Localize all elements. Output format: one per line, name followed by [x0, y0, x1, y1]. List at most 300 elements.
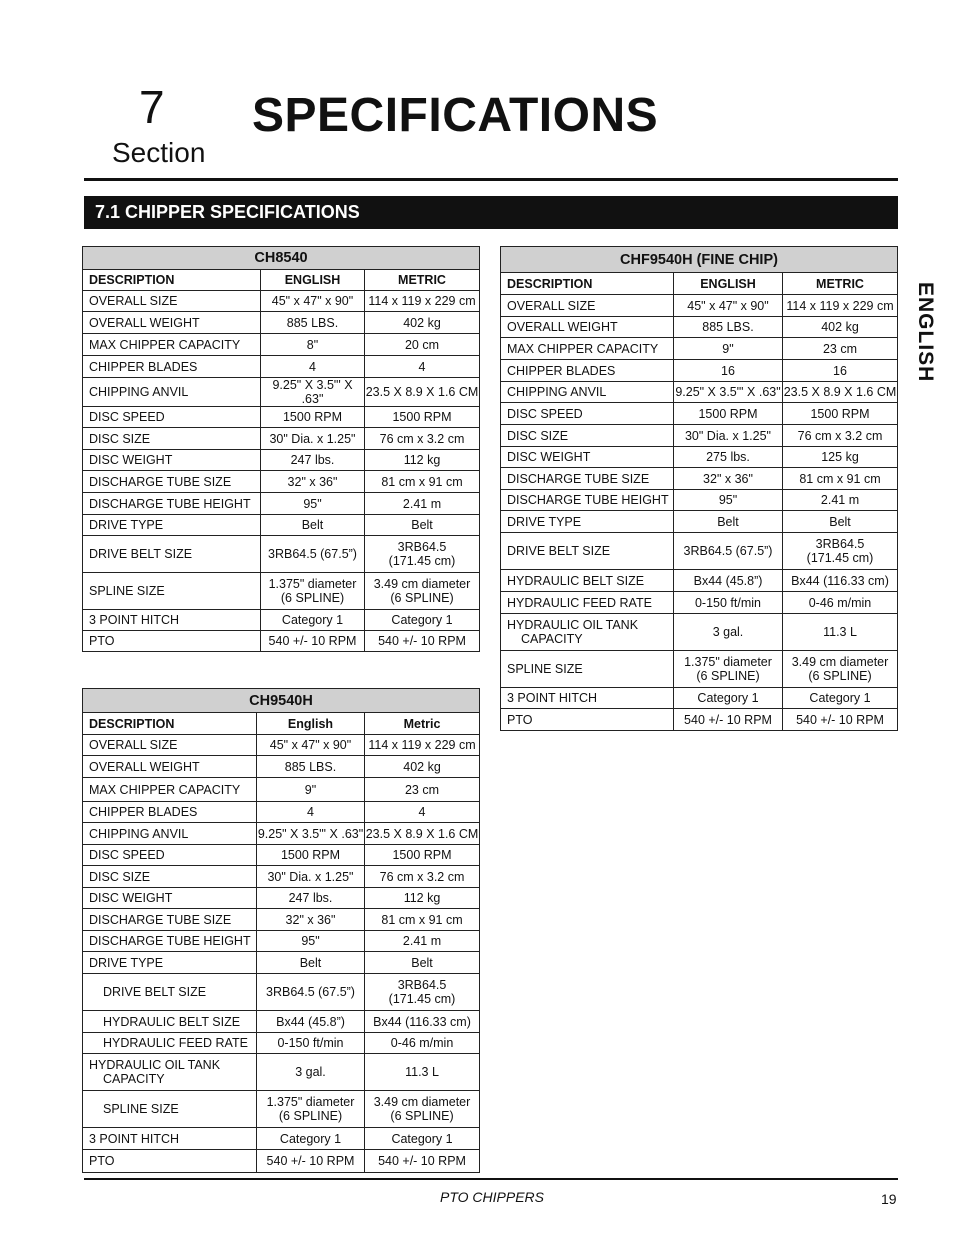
- spec-english-text: 30" Dia. x 1.25": [684, 428, 771, 443]
- spec-english: [257, 1033, 365, 1054]
- spec-english: [674, 338, 783, 360]
- spec-metric-text: 20 cm: [404, 337, 440, 352]
- spec-english: [674, 688, 783, 709]
- spec-metric-text: 4: [418, 359, 426, 374]
- spec-metric: [365, 1128, 480, 1150]
- table-row: [501, 490, 898, 511]
- section-word: Section: [112, 137, 206, 168]
- table-row: [83, 536, 480, 573]
- spec-description-text: SPLINE SIZE: [89, 584, 165, 598]
- spec-description-text: MAX CHIPPER CAPACITY: [89, 337, 241, 352]
- spec-metric: [365, 407, 480, 428]
- spec-metric: [783, 295, 898, 317]
- spec-description: [501, 338, 674, 360]
- spec-description: [501, 425, 674, 447]
- spec-english: [674, 709, 783, 731]
- spec-description: [83, 778, 257, 802]
- spec-description: [83, 291, 261, 312]
- spec-table-ch9540h: [82, 688, 480, 1173]
- column-header-text: METRIC: [816, 276, 864, 291]
- spec-metric-text: 3.49 cm diameter (6 SPLINE): [373, 1095, 471, 1123]
- table-row: [501, 511, 898, 533]
- spec-description: [83, 802, 257, 823]
- spec-table-ch8540: [82, 246, 480, 652]
- spec-metric-text: 540 +/- 10 RPM: [378, 634, 466, 648]
- spec-english: [257, 1011, 365, 1033]
- spec-description-text: DISCHARGE TUBE SIZE: [89, 912, 232, 927]
- table-row: [83, 291, 480, 312]
- spec-english-text: 95": [303, 496, 322, 511]
- spec-description-text: DISC SIZE: [89, 431, 151, 446]
- spec-description: [501, 511, 674, 533]
- spec-english-text: Bx44 (45.8”): [693, 573, 763, 588]
- spec-english-text: 1500 RPM: [280, 848, 341, 862]
- spec-description: [83, 334, 261, 356]
- spec-metric: [783, 709, 898, 731]
- spec-metric: [365, 471, 480, 493]
- spec-english-text: 16: [721, 363, 735, 378]
- spec-metric-text: Category 1: [391, 613, 453, 627]
- spec-english-text: 540 +/- 10 RPM: [684, 712, 772, 727]
- column-header: [365, 713, 480, 735]
- table-row: [83, 974, 480, 1011]
- spec-description-text: DISC SPEED: [507, 406, 583, 421]
- table-row: [83, 428, 480, 450]
- spec-metric: [365, 334, 480, 356]
- spec-english-text: 1.375" diameter (6 SPLINE): [266, 1095, 355, 1123]
- spec-english: [674, 511, 783, 533]
- spec-metric-text: 23.5 X 8.9 X 1.6 CM: [365, 385, 479, 399]
- spec-english-text: 45" x 47" x 90": [269, 738, 352, 752]
- spec-metric-text: 402 kg: [403, 315, 441, 330]
- table-row: [83, 802, 480, 823]
- table-row: [83, 356, 480, 378]
- spec-metric-text: 125 kg: [821, 450, 859, 464]
- spec-english: [261, 515, 365, 536]
- spec-metric-text: 3RB64.5 (171.45 cm): [388, 978, 456, 1006]
- spec-english-text: 32" x 36": [285, 912, 336, 927]
- column-header: [674, 273, 783, 295]
- spec-english-text: 9.25" X 3.5"' X .63": [272, 378, 353, 406]
- spec-english: [257, 1091, 365, 1128]
- spec-metric-text: 1500 RPM: [810, 406, 870, 421]
- spec-metric: [783, 614, 898, 651]
- spec-metric: [365, 952, 480, 974]
- spec-metric: [365, 450, 480, 471]
- page-number: 19: [881, 1191, 897, 1207]
- spec-english: [257, 931, 365, 952]
- spec-metric: [365, 536, 480, 573]
- spec-metric-text: 112 kg: [403, 453, 441, 467]
- spec-english: [257, 909, 365, 931]
- spec-metric: [783, 651, 898, 688]
- spec-description: [83, 866, 257, 888]
- spec-english-text: 1.375" diameter (6 SPLINE): [268, 577, 357, 605]
- spec-description-text: 3 POINT HITCH: [89, 1131, 180, 1146]
- spec-metric: [365, 428, 480, 450]
- spec-metric: [365, 802, 480, 823]
- spec-metric-text: Belt: [411, 518, 433, 532]
- spec-english: [261, 631, 365, 652]
- spec-metric-text: 81 cm x 91 cm: [381, 474, 463, 489]
- spec-description-text: DISC SIZE: [89, 869, 151, 884]
- spec-english-text: 1500 RPM: [282, 410, 343, 424]
- table-row: [83, 493, 480, 515]
- spec-english: [257, 778, 365, 802]
- spec-english-text: 885 LBS.: [286, 315, 339, 330]
- column-header: [365, 270, 480, 291]
- spec-metric: [783, 511, 898, 533]
- spec-english-text: Category 1: [697, 691, 759, 705]
- spec-description: [83, 493, 261, 515]
- spec-english-text: Category 1: [281, 613, 344, 627]
- table-row: [501, 614, 898, 651]
- spec-description: [501, 317, 674, 338]
- spec-english: [261, 450, 365, 471]
- spec-description: [83, 471, 261, 493]
- spec-description: [501, 533, 674, 570]
- spec-metric-text: 0-46 m/min: [808, 595, 872, 610]
- spec-description-text: DISC SPEED: [89, 848, 165, 862]
- spec-english-text: 95": [301, 934, 320, 948]
- spec-metric: [365, 845, 480, 866]
- spec-english-text: 275 lbs.: [706, 450, 750, 464]
- table-row: [501, 360, 898, 382]
- table-row: [501, 651, 898, 688]
- spec-metric: [365, 823, 480, 845]
- spec-english: [261, 312, 365, 334]
- spec-description: [501, 592, 674, 614]
- spec-description-text: DRIVE BELT SIZE: [507, 544, 611, 558]
- spec-english: [257, 845, 365, 866]
- spec-metric: [365, 1091, 480, 1128]
- spec-english-text: 0-150 ft/min: [694, 595, 761, 610]
- table-row: [501, 468, 898, 490]
- spec-english: [674, 490, 783, 511]
- spec-metric: [365, 1150, 480, 1173]
- spec-metric-text: 76 cm x 3.2 cm: [379, 431, 465, 446]
- spec-english: [674, 533, 783, 570]
- spec-english-text: Belt: [301, 518, 324, 532]
- table-row: [83, 845, 480, 866]
- spec-english-text: 9": [722, 341, 734, 356]
- spec-metric-text: 23.5 X 8.9 X 1.6 CM: [783, 385, 897, 399]
- spec-english: [261, 493, 365, 515]
- spec-english-text: 3RB64.5 (67.5”): [683, 544, 773, 558]
- table-row: [83, 1054, 480, 1091]
- table-row: [83, 515, 480, 536]
- subsection-bar: 7.1 CHIPPER SPECIFICATIONS: [84, 196, 898, 229]
- table-row: [83, 1128, 480, 1150]
- spec-metric: [783, 592, 898, 614]
- spec-english-text: 1500 RPM: [698, 406, 758, 421]
- spec-description-text: DISC WEIGHT: [89, 891, 173, 905]
- spec-description-text: SPLINE SIZE: [507, 662, 583, 676]
- spec-description-text: HYDRAULIC OIL TANK CAPACITY: [507, 618, 639, 646]
- spec-english: [674, 447, 783, 468]
- spec-description-text: CHIPPING ANVIL: [89, 826, 189, 841]
- top-rule: [84, 178, 898, 181]
- table-row: [83, 471, 480, 493]
- table-row: [83, 778, 480, 802]
- spec-description-text: SPLINE SIZE: [103, 1102, 179, 1116]
- spec-english: [257, 735, 365, 756]
- spec-description: [501, 295, 674, 317]
- spec-description: [501, 468, 674, 490]
- spec-metric: [365, 378, 480, 407]
- spec-description-text: CHIPPING ANVIL: [507, 385, 607, 399]
- spec-description-text: DRIVE TYPE: [507, 514, 582, 529]
- spec-metric-text: 2.41 m: [402, 496, 442, 511]
- spec-description-text: CHIPPER BLADES: [89, 805, 198, 819]
- spec-description-text: HYDRAULIC OIL TANK CAPACITY: [89, 1058, 221, 1086]
- spec-description-text: CHIPPING ANVIL: [89, 385, 189, 399]
- spec-description-text: HYDRAULIC FEED RATE: [103, 1036, 248, 1050]
- spec-description: [83, 845, 257, 866]
- spec-english: [674, 468, 783, 490]
- spec-metric-text: 11.3 L: [823, 625, 857, 639]
- spec-metric: [365, 515, 480, 536]
- spec-metric-text: 402 kg: [403, 759, 441, 774]
- column-header-text: Metric: [403, 716, 441, 731]
- spec-description: [83, 756, 257, 778]
- table-row: [83, 378, 480, 407]
- spec-english: [257, 952, 365, 974]
- spec-metric-text: 3.49 cm diameter (6 SPLINE): [373, 577, 471, 605]
- spec-english-text: 0-150 ft/min: [277, 1036, 344, 1050]
- spec-english: [257, 1054, 365, 1091]
- table-header-row: [83, 713, 480, 735]
- spec-description: [83, 573, 261, 610]
- table-row: [501, 382, 898, 403]
- table-row: [501, 403, 898, 425]
- table-row: [83, 312, 480, 334]
- column-header: [83, 713, 257, 735]
- table-header-row: [501, 273, 898, 295]
- spec-metric: [365, 1033, 480, 1054]
- spec-description-text: OVERALL SIZE: [507, 298, 596, 313]
- spec-description: [501, 490, 674, 511]
- spec-english: [261, 610, 365, 631]
- spec-english: [257, 974, 365, 1011]
- spec-metric-text: 81 cm x 91 cm: [381, 912, 463, 927]
- spec-metric-text: 23 cm: [404, 782, 440, 797]
- spec-english-text: 3 gal.: [295, 1065, 326, 1079]
- spec-metric: [783, 570, 898, 592]
- spec-description: [83, 610, 261, 631]
- spec-description: [83, 952, 257, 974]
- table-row: [83, 888, 480, 909]
- spec-description: [83, 974, 257, 1011]
- table-row: [83, 610, 480, 631]
- spec-metric-text: Belt: [829, 514, 851, 529]
- spec-description: [83, 735, 257, 756]
- spec-metric-text: 16: [833, 363, 847, 378]
- table-row: [83, 756, 480, 778]
- spec-metric-text: 402 kg: [821, 320, 859, 334]
- spec-english: [674, 425, 783, 447]
- spec-english: [257, 1128, 365, 1150]
- spec-description: [83, 356, 261, 378]
- spec-description: [83, 1054, 257, 1091]
- spec-metric: [365, 778, 480, 802]
- spec-metric-text: 112 kg: [403, 891, 441, 905]
- spec-description: [501, 360, 674, 382]
- spec-metric-text: Bx44 (116.33 cm): [791, 573, 889, 588]
- table-row: [83, 1091, 480, 1128]
- spec-english: [257, 866, 365, 888]
- spec-description-text: PTO: [507, 712, 533, 727]
- spec-english-text: 9.25" X 3.5"' X .63": [257, 826, 364, 841]
- table-caption: CH8540: [83, 247, 480, 270]
- spec-metric: [783, 403, 898, 425]
- spec-description-text: 3 POINT HITCH: [507, 691, 598, 705]
- spec-description: [501, 651, 674, 688]
- spec-metric: [365, 1011, 480, 1033]
- spec-metric: [365, 312, 480, 334]
- spec-description-text: OVERALL WEIGHT: [507, 320, 618, 334]
- spec-english-text: 3RB64.5 (67.5”): [266, 985, 355, 999]
- spec-metric-text: Category 1: [391, 1131, 453, 1146]
- spec-english-text: 45" x 47" x 90": [271, 294, 354, 308]
- spec-metric-text: Bx44 (116.33 cm): [373, 1014, 471, 1029]
- spec-description-text: DISC WEIGHT: [507, 450, 591, 464]
- spec-description-text: OVERALL SIZE: [89, 294, 178, 308]
- spec-english: [674, 651, 783, 688]
- table-row: [83, 823, 480, 845]
- spec-description: [83, 1091, 257, 1128]
- column-header-text: DESCRIPTION: [89, 273, 175, 287]
- spec-metric-text: 3RB64.5 (171.45 cm): [806, 537, 874, 565]
- spec-description-text: DISC SPEED: [89, 410, 165, 424]
- column-header-text: DESCRIPTION: [507, 276, 593, 291]
- spec-english: [261, 428, 365, 450]
- table-row: [83, 1033, 480, 1054]
- column-header-text: English: [287, 716, 334, 731]
- spec-english-text: Belt: [717, 514, 739, 529]
- table-row: [83, 735, 480, 756]
- spec-english: [257, 756, 365, 778]
- spec-description-text: 3 POINT HITCH: [89, 613, 180, 627]
- spec-description: [83, 888, 257, 909]
- spec-english-text: Belt: [299, 955, 322, 970]
- table-row: [501, 592, 898, 614]
- spec-metric: [783, 382, 898, 403]
- spec-english: [261, 536, 365, 573]
- column-header: [783, 273, 898, 295]
- spec-english: [257, 823, 365, 845]
- spec-metric-text: 3.49 cm diameter (6 SPLINE): [791, 655, 889, 683]
- spec-description: [83, 931, 257, 952]
- bottom-rule: [84, 1178, 898, 1180]
- spec-description-text: MAX CHIPPER CAPACITY: [507, 341, 659, 356]
- table-row: [83, 866, 480, 888]
- table-row: [501, 317, 898, 338]
- spec-metric: [365, 735, 480, 756]
- spec-english: [257, 888, 365, 909]
- section-number: 7: [139, 81, 165, 133]
- spec-description: [501, 403, 674, 425]
- spec-metric-text: 23.5 X 8.9 X 1.6 CM: [365, 826, 479, 841]
- spec-metric: [365, 291, 480, 312]
- spec-description-text: DISC WEIGHT: [89, 453, 173, 467]
- spec-metric: [365, 1054, 480, 1091]
- spec-metric: [365, 866, 480, 888]
- spec-english: [261, 407, 365, 428]
- spec-description-text: HYDRAULIC FEED RATE: [507, 595, 652, 610]
- table-row: [501, 425, 898, 447]
- spec-english-text: 247 lbs.: [290, 453, 335, 467]
- spec-english-text: 9.25" X 3.5"' X .63": [675, 385, 781, 399]
- spec-english: [261, 334, 365, 356]
- spec-english: [261, 378, 365, 407]
- spec-english: [261, 291, 365, 312]
- table-row: [83, 931, 480, 952]
- spec-english-text: Bx44 (45.8”): [276, 1014, 345, 1029]
- spec-description-text: HYDRAULIC BELT SIZE: [507, 573, 645, 588]
- table-row: [83, 450, 480, 471]
- table-caption: CH9540H: [83, 689, 480, 713]
- spec-metric: [783, 360, 898, 382]
- spec-description: [501, 447, 674, 468]
- spec-description-text: DISCHARGE TUBE SIZE: [507, 471, 650, 486]
- spec-english: [674, 360, 783, 382]
- spec-description: [83, 536, 261, 573]
- column-header-text: ENGLISH: [700, 276, 756, 291]
- spec-description: [501, 382, 674, 403]
- spec-metric: [783, 533, 898, 570]
- spec-metric-text: Category 1: [809, 691, 871, 705]
- spec-metric: [365, 909, 480, 931]
- table-row: [83, 1011, 480, 1033]
- spec-metric: [783, 490, 898, 511]
- spec-metric: [365, 931, 480, 952]
- spec-description: [501, 614, 674, 651]
- spec-description-text: DRIVE BELT SIZE: [103, 985, 207, 999]
- spec-english-text: 1.375" diameter (6 SPLINE): [684, 655, 772, 683]
- spec-metric: [365, 974, 480, 1011]
- spec-metric-text: 4: [418, 805, 426, 819]
- table-row: [501, 570, 898, 592]
- spec-description-text: MAX CHIPPER CAPACITY: [89, 782, 241, 797]
- spec-description: [83, 450, 261, 471]
- spec-description: [501, 688, 674, 709]
- spec-description-text: DRIVE TYPE: [89, 518, 164, 532]
- spec-english-text: 540 +/- 10 RPM: [266, 1154, 355, 1168]
- spec-english-text: 4: [309, 359, 316, 374]
- spec-english-text: 30" Dia. x 1.25": [269, 431, 356, 446]
- spec-description: [83, 407, 261, 428]
- spec-description: [83, 1150, 257, 1173]
- table-caption: CHF9540H (FINE CHIP): [501, 247, 898, 273]
- spec-metric-text: 540 +/- 10 RPM: [796, 712, 884, 727]
- spec-english: [674, 403, 783, 425]
- spec-english-text: 45" x 47" x 90": [687, 298, 769, 313]
- column-header-text: METRIC: [398, 273, 446, 287]
- table-row: [501, 533, 898, 570]
- spec-metric-text: 2.41 m: [402, 934, 442, 948]
- spec-english: [674, 295, 783, 317]
- spec-metric: [365, 888, 480, 909]
- spec-metric: [365, 493, 480, 515]
- column-header: [257, 713, 365, 735]
- spec-english: [674, 614, 783, 651]
- spec-metric-text: 114 x 119 x 229 cm: [368, 294, 476, 308]
- spec-description-text: OVERALL WEIGHT: [89, 759, 200, 774]
- spec-metric-text: 0-46 m/min: [390, 1036, 454, 1050]
- spec-metric: [783, 688, 898, 709]
- language-tab: ENGLISH: [914, 282, 937, 383]
